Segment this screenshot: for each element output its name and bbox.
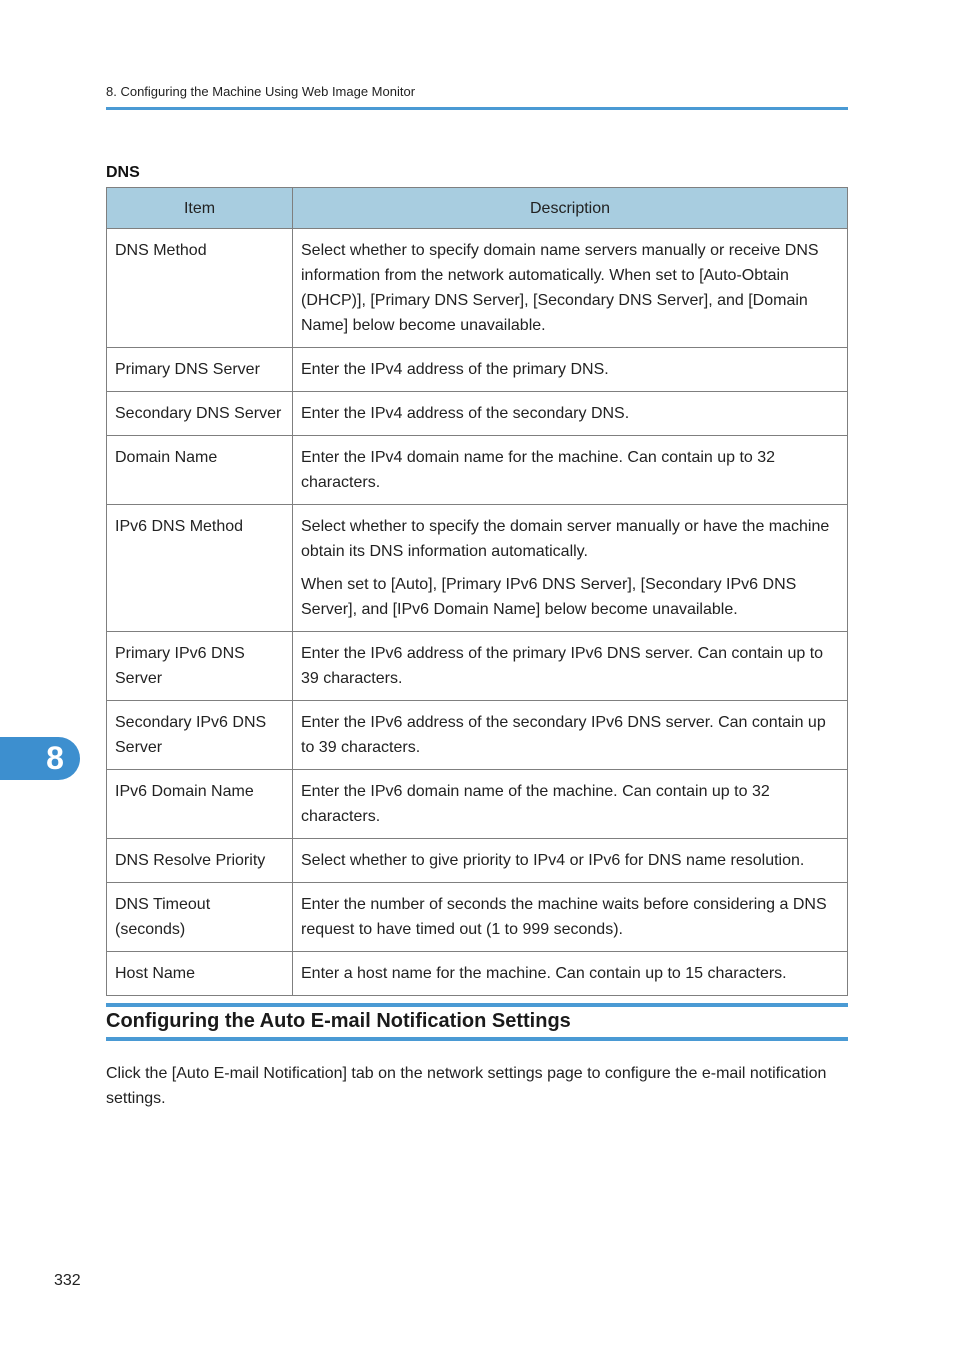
table-row — [107, 883, 848, 952]
table-row — [107, 436, 848, 505]
table-header-row — [107, 188, 848, 229]
table-cell-description — [293, 392, 848, 436]
table-row — [107, 952, 848, 996]
table-cell-description — [293, 505, 848, 632]
table-cell-item: IPv6 DNS Method — [107, 505, 293, 632]
description-paragraph: Enter the number of seconds the machine waits before considering a DNS request to have timed out (1 to 999 seconds). — [301, 896, 827, 938]
description-paragraph: Enter the IPv4 address of the secondary DNS. — [301, 405, 630, 422]
header-rule — [106, 107, 848, 110]
table-row — [107, 701, 848, 770]
chapter-number: 8 — [46, 740, 64, 776]
table-cell-item: IPv6 Domain Name — [107, 770, 293, 839]
description-paragraph: Select whether to specify the domain server manually or have the machine obtain its DNS information automatically. — [301, 518, 830, 560]
table-cell-item: Secondary DNS Server — [107, 392, 293, 436]
table-row — [107, 770, 848, 839]
description-paragraph: Enter the IPv6 address of the secondary IPv6 DNS server. Can contain up to 39 characters. — [301, 714, 826, 756]
column-header-description: Description — [293, 188, 848, 229]
description-paragraph: Select whether to specify domain name servers manually or receive DNS information from the network automatically. When set to [Auto-Obtain (DHCP)], [Primary DNS Server], [Secondary DNS Server], and [Domain Name] below become unavailable. — [301, 242, 819, 334]
description-paragraph: Enter the IPv4 address of the primary DNS. — [301, 361, 609, 378]
table-row — [107, 392, 848, 436]
body-paragraph: Click the [Auto E-mail Notification] tab on the network settings page to configure the e-mail notification settings. — [106, 1065, 827, 1107]
table-cell-description — [293, 883, 848, 952]
page-number: 332 — [54, 1272, 81, 1289]
table-body — [107, 229, 848, 996]
table-cell-item: DNS Resolve Priority — [107, 839, 293, 883]
description-paragraph: Enter the IPv6 address of the primary IPv6 DNS server. Can contain up to 39 characters. — [301, 645, 824, 687]
description-paragraph: Enter the IPv4 domain name for the machine. Can contain up to 32 characters. — [301, 449, 776, 491]
table-cell-description — [293, 229, 848, 348]
table-cell-description — [293, 436, 848, 505]
description-paragraph: Enter a host name for the machine. Can contain up to 15 characters. — [301, 965, 787, 982]
table-cell-description — [293, 952, 848, 996]
table-row — [107, 505, 848, 632]
section-label: DNS — [106, 164, 140, 181]
section-heading: Configuring the Auto E-mail Notification Settings — [106, 1010, 571, 1032]
column-header-item: Item — [107, 188, 293, 229]
description-paragraph: Enter the IPv6 domain name of the machine. Can contain up to 32 characters. — [301, 783, 770, 825]
table-cell-description — [293, 348, 848, 392]
table-cell-item: DNS Method — [107, 229, 293, 348]
table-cell-description — [293, 632, 848, 701]
table-row — [107, 348, 848, 392]
running-header: 8. Configuring the Machine Using Web Image Monitor — [106, 84, 416, 99]
chapter-tab — [0, 737, 80, 780]
heading-bottom-rule — [106, 1037, 848, 1041]
table-cell-item: Domain Name — [107, 436, 293, 505]
description-paragraph: When set to [Auto], [Primary IPv6 DNS Server], [Secondary IPv6 DNS Server], and [IPv6 Domain Name] below become unavailable. — [301, 576, 797, 618]
table-cell-item: Primary DNS Server — [107, 348, 293, 392]
table-row — [107, 229, 848, 348]
table-cell-description — [293, 839, 848, 883]
table-cell-item: Primary IPv6 DNS Server — [107, 632, 293, 701]
table-cell-item: Host Name — [107, 952, 293, 996]
table-cell-item: Secondary IPv6 DNS Server — [107, 701, 293, 770]
table-row — [107, 839, 848, 883]
table-cell-description — [293, 701, 848, 770]
table-cell-description — [293, 770, 848, 839]
dns-settings-table — [106, 187, 848, 996]
table-cell-item: DNS Timeout (seconds) — [107, 883, 293, 952]
description-paragraph: Select whether to give priority to IPv4 or IPv6 for DNS name resolution. — [301, 852, 805, 869]
table-row — [107, 632, 848, 701]
